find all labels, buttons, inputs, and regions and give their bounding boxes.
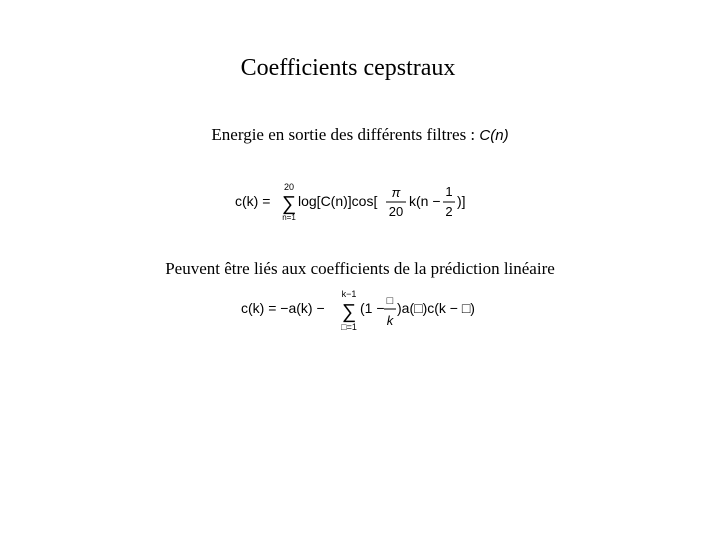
description-line-2: Peuvent être liés aux coefficients de la prédiction linéaire	[165, 259, 555, 278]
cepstral-formula	[230, 176, 480, 226]
formula2-frac-numerator: □	[386, 295, 394, 307]
lpc-formula	[236, 286, 486, 334]
formula1-lhs: c(k) =	[235, 193, 271, 209]
formula1-frac-numerator: π	[391, 185, 401, 200]
formula1-half-denominator: 2	[445, 204, 453, 219]
formula1-sum-sign: ∑	[281, 193, 297, 215]
description-line-1	[0, 124, 720, 147]
description-line-1-text: Energie en sortie des différents filtres :	[211, 125, 480, 144]
formula1-sum-lower: n=1	[282, 213, 296, 222]
description-line-1-variable: C(n)	[479, 127, 509, 144]
formula1-frac-denominator: 20	[388, 204, 404, 219]
formula1-sum-upper: 20	[283, 182, 295, 192]
slide-title: Coefficients cepstraux	[240, 55, 456, 81]
formula2-sum-upper: k−1	[341, 289, 357, 299]
formula2-body: )a(□)c(k − □)	[397, 300, 475, 316]
formula1-body-b: k(n −	[409, 193, 441, 209]
formula1-half-numerator: 1	[445, 184, 453, 199]
formula2-lhs: c(k) = −a(k) −	[241, 300, 325, 316]
formula2-sum-sign: ∑	[341, 301, 357, 323]
formula2-frac-denominator: k	[386, 313, 394, 328]
formula2-open: (1 −	[360, 300, 385, 316]
formula1-close: )]	[457, 193, 466, 209]
formula2-sum-lower: □=1	[341, 322, 357, 332]
formula1-body-a: log[C(n)]cos[	[298, 193, 378, 209]
